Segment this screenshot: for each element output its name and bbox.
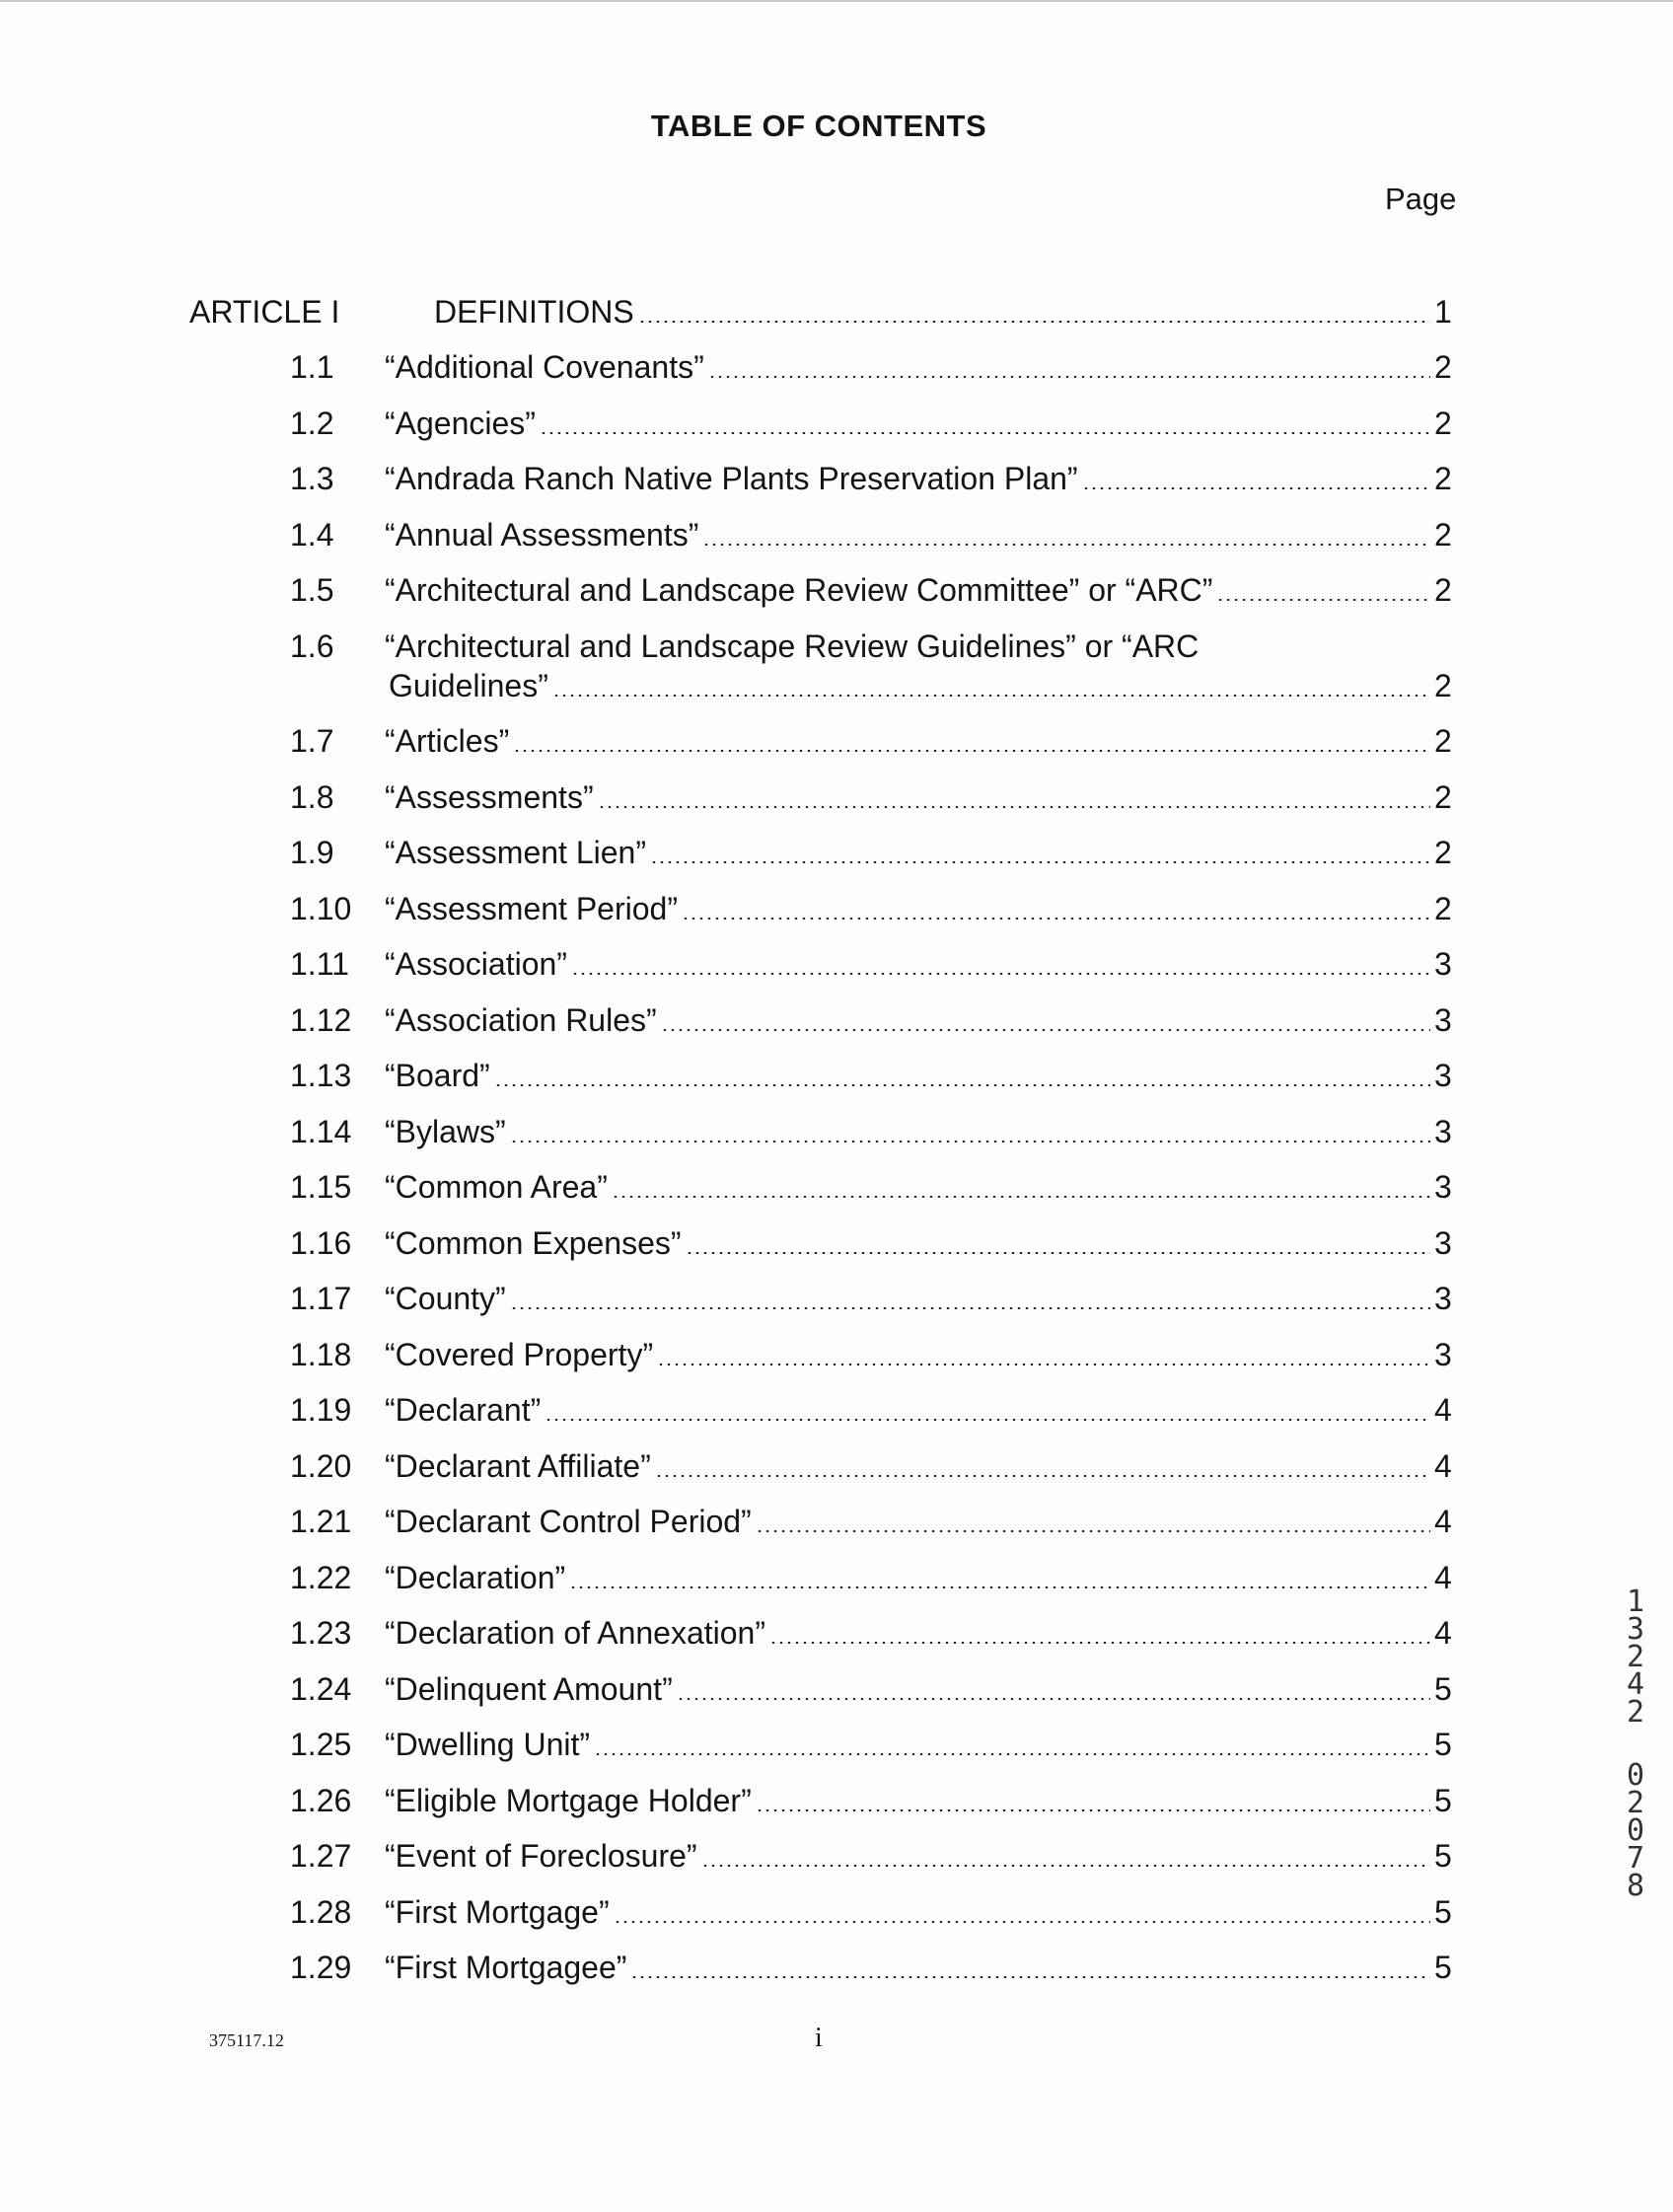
dot-leader [677,1698,1430,1700]
section-number: 1.24 [290,1670,352,1707]
article-entry [434,292,1450,332]
section-title: “Dwelling Unit” [385,1727,591,1762]
toc-entry [385,721,1450,761]
toc-entry [385,1613,1450,1653]
section-number: 1.4 [290,516,334,553]
section-number: 1.29 [290,1950,352,1985]
section-number: 1.19 [290,1392,352,1428]
section-number: 1.10 [290,890,352,926]
section-page: 3 [1434,1169,1452,1205]
dot-leader [510,1307,1430,1309]
section-title: “Andrada Ranch Native Plants Preservation Plan” [385,461,1078,496]
section-title: “Assessment Period” [385,890,678,926]
dot-leader [661,1029,1430,1031]
section-title: “Architectural and Landscape Review Committee” or “ARC” [385,572,1213,608]
section-title: “Board” [385,1058,490,1093]
section-title: “Declaration of Annexation” [385,1615,765,1651]
page-column-label: Page [1385,182,1457,216]
section-number: 1.14 [290,1113,352,1149]
dot-leader [657,1364,1430,1365]
section-number: 1.9 [290,835,334,870]
toc-entry [385,1167,1450,1207]
section-page: 3 [1434,1224,1452,1261]
section-number: 1.21 [290,1504,352,1539]
dot-leader [552,695,1430,697]
side-stamp-line1: 1 3 2 4 2 [1626,1585,1645,1730]
section-title: “Declarant Control Period” [385,1504,752,1539]
section-title: “Declarant Affiliate” [385,1447,651,1484]
section-page: 3 [1434,1281,1452,1316]
page-title: TABLE OF CONTENTS [650,109,987,143]
toc-entry [385,347,1450,387]
section-title: “Declarant” [385,1392,542,1428]
section-page: 2 [1434,723,1452,759]
section-title: “First Mortgagee” [385,1950,627,1985]
dot-leader [701,1865,1430,1867]
toc-entry [385,1502,1450,1541]
section-page: 2 [1434,349,1452,385]
section-number: 1.18 [290,1336,352,1372]
dot-leader [630,1976,1430,1978]
toc-entry [385,1948,1450,1987]
toc-entry [385,1335,1450,1374]
toc-entry [385,889,1450,928]
toc-entry [385,459,1450,498]
article-title: DEFINITIONS [434,294,634,330]
section-number: 1.17 [290,1281,352,1316]
section-title: “Eligible Mortgage Holder” [385,1782,752,1818]
dot-leader [756,1530,1430,1532]
section-number: 1.12 [290,1001,352,1038]
section-title: “Declaration” [385,1559,566,1595]
dot-leader [513,750,1430,752]
dot-leader [769,1642,1430,1644]
section-title: Guidelines” [389,667,548,703]
section-number: 1.5 [290,572,334,608]
toc-entry [385,1892,1450,1932]
section-page: 4 [1434,1504,1452,1539]
section-title: “Delinquent Amount” [385,1670,673,1707]
section-number: 1.7 [290,723,334,759]
section-title: “Event of Foreclosure” [385,1838,697,1874]
toc-entry [385,1558,1450,1597]
section-page: 3 [1434,1001,1452,1038]
section-title: “Common Area” [385,1169,608,1205]
dot-leader [702,544,1430,546]
section-page: 3 [1434,946,1452,982]
toc-entry [385,1000,1450,1040]
article-page: 1 [1434,294,1452,330]
toc-entry [385,1725,1450,1764]
section-page: 5 [1434,1893,1452,1930]
section-number: 1.22 [290,1559,352,1595]
toc-entry [385,1446,1450,1486]
dot-leader [540,432,1430,434]
section-page: 5 [1434,1838,1452,1874]
section-number: 1.20 [290,1447,352,1484]
section-number: 1.3 [290,461,334,496]
section-number: 1.23 [290,1615,352,1651]
section-title: “Additional Covenants” [385,349,704,385]
section-page: 2 [1434,516,1452,553]
toc-entry [385,1112,1450,1151]
section-title: “Bylaws” [385,1113,506,1149]
section-page: 5 [1434,1782,1452,1818]
article-label: ARTICLE I [189,294,340,330]
toc-entry [385,944,1450,984]
dot-leader [545,1419,1430,1421]
section-title: “Common Expenses” [385,1224,682,1261]
section-page: 3 [1434,1113,1452,1149]
toc-entry [385,1836,1450,1876]
section-number: 1.26 [290,1782,352,1818]
scan-edge [0,0,1673,2]
section-page: 5 [1434,1670,1452,1707]
section-title: “County” [385,1281,506,1316]
toc-entry [389,666,1450,705]
dot-leader [594,1753,1430,1755]
section-page: 2 [1434,778,1452,815]
side-stamp [1620,1585,1651,1903]
side-stamp-line2: 0 2 0 7 8 [1626,1758,1645,1903]
section-number: 1.1 [290,349,334,385]
toc-entry [385,404,1450,443]
section-number: 1.8 [290,778,334,815]
dot-leader [650,861,1430,863]
dot-leader [598,806,1430,808]
toc-entry [385,515,1450,554]
section-title: “Association” [385,946,567,982]
section-page: 4 [1434,1559,1452,1595]
section-page: 3 [1434,1336,1452,1372]
section-title: “Assessments” [385,778,594,815]
section-title: “Assessment Lien” [385,835,646,870]
section-number: 1.6 [290,627,334,664]
section-title: “First Mortgage” [385,1893,610,1930]
toc-entry [385,777,1450,817]
dot-leader [569,1586,1430,1588]
dot-leader [612,1196,1430,1198]
section-number: 1.28 [290,1893,352,1930]
section-number: 1.16 [290,1224,352,1261]
section-title: “Agencies” [385,405,536,441]
dot-leader [1082,487,1430,489]
dot-leader [655,1475,1430,1477]
section-number: 1.27 [290,1838,352,1874]
section-number: 1.15 [290,1169,352,1205]
toc-entry [385,1781,1450,1820]
dot-leader [614,1921,1430,1923]
toc-entry [385,570,1450,610]
section-page: 2 [1434,461,1452,496]
section-title: “Covered Property” [385,1336,654,1372]
section-title-line1: “Architectural and Landscape Review Guidelines” or “ARC [385,627,1200,664]
section-page: 4 [1434,1447,1452,1484]
section-page: 5 [1434,1727,1452,1762]
section-page: 2 [1434,405,1452,441]
toc-entry [385,1669,1450,1709]
section-title: “Articles” [385,723,510,759]
document-code: 375117.12 [209,2030,284,2050]
toc-entry [385,1223,1450,1263]
dot-leader [494,1084,1430,1086]
toc-entry [385,1390,1450,1430]
section-page: 2 [1434,667,1452,703]
dot-leader [571,973,1430,975]
dot-leader [682,918,1430,920]
section-page: 4 [1434,1392,1452,1428]
section-page: 2 [1434,890,1452,926]
toc-entry [385,1279,1450,1318]
section-number: 1.13 [290,1058,352,1093]
section-page: 5 [1434,1950,1452,1985]
section-title: “Annual Assessments” [385,516,699,553]
dot-leader [1216,599,1430,601]
dot-leader [686,1252,1430,1254]
dot-leader [638,321,1430,323]
footer-page-number: i [815,2023,823,2053]
dot-leader [510,1141,1430,1143]
section-page: 4 [1434,1615,1452,1651]
section-page: 2 [1434,835,1452,870]
section-number: 1.11 [290,946,349,982]
dot-leader [708,376,1430,378]
toc-entry [385,1056,1450,1095]
dot-leader [756,1809,1430,1811]
section-page: 2 [1434,572,1452,608]
toc-entry [385,833,1450,872]
section-number: 1.2 [290,405,334,441]
section-page: 3 [1434,1058,1452,1093]
section-number: 1.25 [290,1727,352,1762]
section-title: “Association Rules” [385,1001,657,1038]
